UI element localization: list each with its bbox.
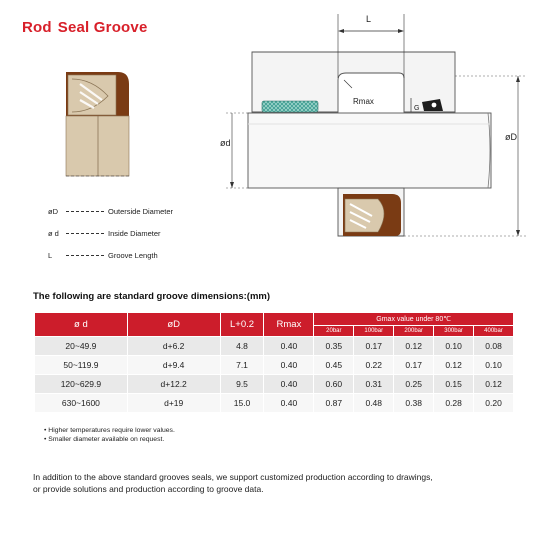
header-rmax: Rmax <box>264 313 314 337</box>
table-title: The following are standard groove dimensions:(mm) <box>33 291 270 302</box>
title-seal-groove: Seal Groove <box>57 19 148 36</box>
table-cell: 0.12 <box>474 375 514 394</box>
dim-D-label: øD <box>505 132 517 142</box>
rmax-label: Rmax <box>353 97 374 106</box>
legend-item <box>48 200 173 222</box>
table-cell: 4.8 <box>220 337 264 356</box>
table-cell: 0.31 <box>354 375 394 394</box>
footer-line: or provide solutions and production according to groove data. <box>33 483 264 494</box>
table-cell: 0.40 <box>264 356 314 375</box>
dim-d-label: ød <box>220 138 231 148</box>
legend-text: Outerside Diameter <box>108 206 174 216</box>
legend-leader <box>66 255 104 256</box>
table-cell: 0.38 <box>394 394 434 413</box>
header-D: øD <box>127 313 220 337</box>
groove-dimensions-table <box>34 312 514 413</box>
seal-cross-section <box>66 72 129 176</box>
header-L: L+0.2 <box>220 313 264 337</box>
table-cell: 0.10 <box>434 337 474 356</box>
header-bar: 20bar <box>314 325 354 336</box>
table-cell: 20~49.9 <box>35 337 128 356</box>
seal-inner-section <box>68 75 116 115</box>
header-bar: 100bar <box>354 325 394 336</box>
table-cell: 0.10 <box>474 356 514 375</box>
table-cell: 0.25 <box>394 375 434 394</box>
seal-section-lower <box>66 116 129 176</box>
note-item: • Higher temperatures require lower values. <box>44 426 175 435</box>
legend-item <box>48 244 173 266</box>
notes <box>44 426 175 444</box>
table-cell: 0.48 <box>354 394 394 413</box>
table-row <box>35 375 514 394</box>
header-bar: 200bar <box>394 325 434 336</box>
table-cell: 0.45 <box>314 356 354 375</box>
table-cell: d+19 <box>127 394 220 413</box>
table-cell: 0.15 <box>434 375 474 394</box>
table-cell: 0.17 <box>354 337 394 356</box>
wiper-ring <box>262 101 318 112</box>
legend-symbol: ø d <box>48 228 59 238</box>
legend-text: Groove Length <box>108 250 158 260</box>
header-d: ø d <box>35 313 128 337</box>
footer-text <box>33 472 523 495</box>
table-cell: 15.0 <box>220 394 264 413</box>
table-cell: 0.40 <box>264 337 314 356</box>
g-label: G <box>414 105 420 112</box>
footer-line: In addition to the above standard grooves seals, we support customized production according to drawings, <box>33 472 433 482</box>
legend <box>48 200 173 266</box>
legend-leader <box>66 233 104 234</box>
table-cell: d+6.2 <box>127 337 220 356</box>
note-item: • Smaller diameter available on request. <box>44 435 175 444</box>
table-cell: d+12.2 <box>127 375 220 394</box>
title-rod: Rod <box>22 19 52 36</box>
table-cell: 0.28 <box>434 394 474 413</box>
legend-leader <box>66 211 104 212</box>
table-cell: 9.5 <box>220 375 264 394</box>
legend-symbol: L <box>48 250 53 260</box>
table-cell: 0.60 <box>314 375 354 394</box>
table-row <box>35 337 514 356</box>
table-row <box>35 356 514 375</box>
table-cell: 0.40 <box>264 394 314 413</box>
dim-l-label: L <box>366 14 372 24</box>
table-cell: 50~119.9 <box>35 356 128 375</box>
table-cell: 0.22 <box>354 356 394 375</box>
table-cell: 630~1600 <box>35 394 128 413</box>
table-cell: 0.08 <box>474 337 514 356</box>
table-cell: 0.35 <box>314 337 354 356</box>
table-cell: 7.1 <box>220 356 264 375</box>
table-cell: 0.87 <box>314 394 354 413</box>
table-cell: 0.17 <box>394 356 434 375</box>
table-cell: 120~629.9 <box>35 375 128 394</box>
table-cell: 0.12 <box>434 356 474 375</box>
legend-text: Inside Diameter <box>108 228 161 238</box>
table-cell: 0.12 <box>394 337 434 356</box>
legend-symbol: øD <box>48 206 58 216</box>
table-cell: 0.40 <box>264 375 314 394</box>
table-row <box>35 394 514 413</box>
header-bar: 400bar <box>474 325 514 336</box>
legend-item <box>48 222 173 244</box>
header-bar: 300bar <box>434 325 474 336</box>
header-gmax: Gmax value under 80℃ <box>314 313 514 326</box>
table-cell: d+9.4 <box>127 356 220 375</box>
table-cell: 0.20 <box>474 394 514 413</box>
